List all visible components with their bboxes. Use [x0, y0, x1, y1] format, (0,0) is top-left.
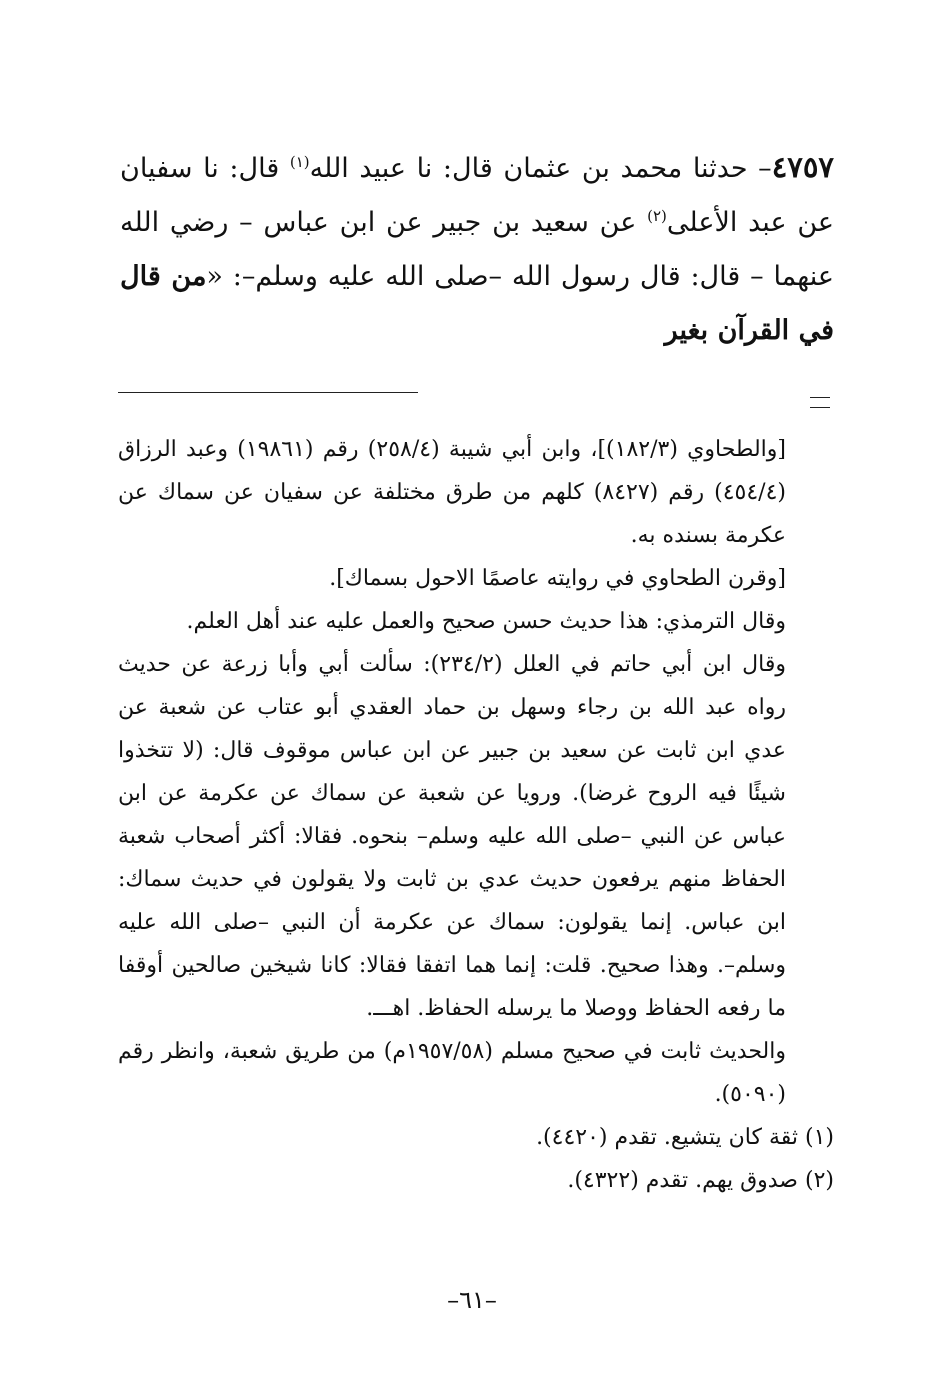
- footnote-1: (١) ثقة كان يتشيع. تقدم (٤٤٢٠).: [536, 1125, 834, 1150]
- continuation-mark: [810, 397, 830, 408]
- note-paragraph-2: [وقرن الطحاوي في روايته عاصمًا الاحول بسماك].: [329, 566, 786, 591]
- note-paragraph-5: والحديث ثابت في صحيح مسلم (١٩٥٧/٥٨م) من طريق شعبة، وانظر رقم (٥٠٩٠).: [118, 1039, 786, 1107]
- footnote-marker-1: (١): [289, 153, 310, 171]
- separator-rule: [118, 392, 418, 393]
- note-paragraph-3: وقال الترمذي: هذا حديث حسن صحيح والعمل عليه عند أهل العلم.: [186, 609, 786, 634]
- hadith-quote-bold: من قال في القرآن بغير: [120, 261, 834, 346]
- hadith-text: [120, 140, 834, 358]
- footnote-marker-2: (٢): [647, 207, 667, 225]
- note-paragraph-4: وقال ابن أبي حاتم في العلل (٢٣٤/٢): سألت أبي وأبا زرعة عن حديث رواه عبد الله بن رجاء وسهل بن حماد العقدي أبو عتاب عن شعبة عن عدي ابن ثابت عن سعيد بن جبير عن ابن عباس موقوف قال: (لا تتخذوا شيئًا فيه الروح غرضا). ورويا عن شعبة عن سماك عن عكرمة عن ابن عباس عن النبي –صلى الله عليه وسلم– بنحوه. فقالا: أكثر أصحاب شعبة الحفاظ منهم يرفعون حديث عدي بن ثابت ولا يقولون في حديث سماك: ابن عباس. إنما يقولون: سماك عن عكرمة أن النبي –صلى الله عليه وسلم–. وهذا صحيح. قلت: إنما هما اتفقا فقالا: كانا شيخين صالحين أوقفا ما رفعه الحفاظ ووصلا ما يرسله الحفاظ. اهـــ.: [118, 652, 787, 1021]
- footnotes-block: [118, 428, 834, 1202]
- page-number: –٦١–: [447, 1286, 497, 1314]
- hadith-text-part-2: قال: نا سفيان عن عبد الأعلى: [120, 153, 834, 238]
- hadith-text-part-3: عن سعيد بن جبير عن ابن عباس – رضي الله عنهما – قال: قال رسول الله –صلى الله عليه وسلم–: «: [120, 207, 834, 292]
- note-paragraph-1: [والطحاوي (١٨٢/٣)]، وابن أبي شيبة (٢٥٨/٤) رقم (١٩٨٦١) وعبد الرزاق (٤٥٤/٤) رقم (٨٤٢٧) كلهم من طرق مختلفة عن سفيان عن سماك عن عكرمة بسنده به.: [118, 437, 786, 548]
- hadith-number: ٤٧٥٧: [771, 150, 834, 184]
- footnote-separator: [118, 392, 834, 412]
- footnote-2: (٢) صدوق يهم. تقدم (٤٣٢٢).: [567, 1168, 834, 1193]
- hadith-text-part-1: – حدثنا محمد بن عثمان قال: نا عبيد الله: [309, 153, 772, 184]
